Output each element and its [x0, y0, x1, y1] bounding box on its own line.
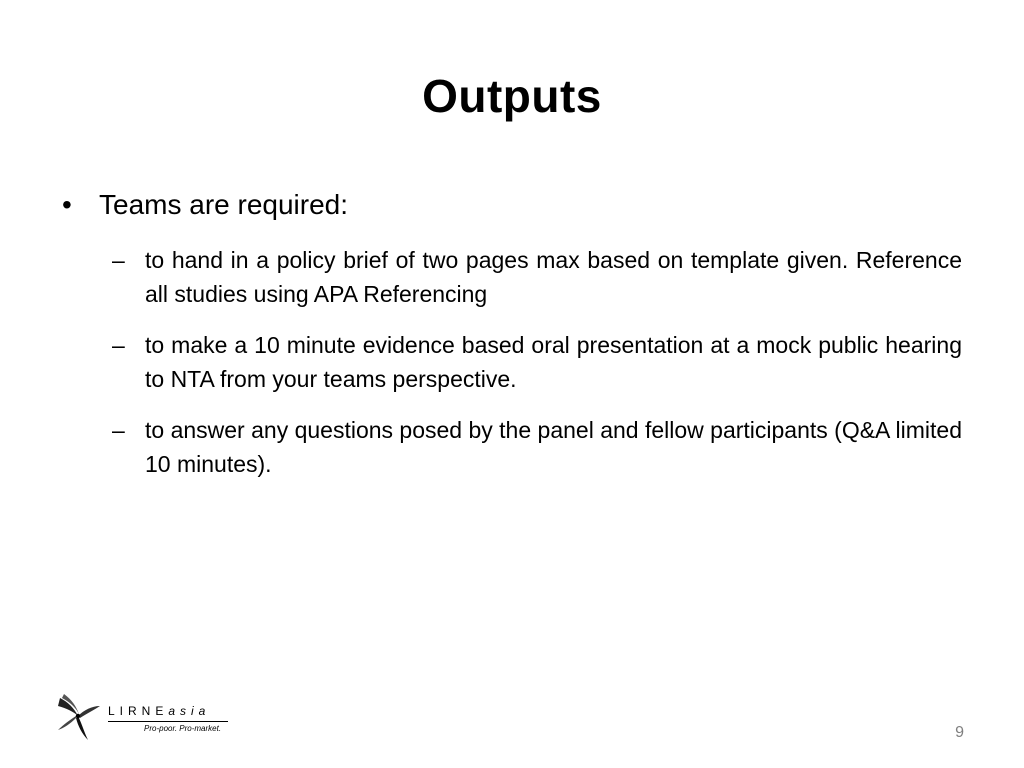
lirneasia-logo [54, 692, 234, 744]
sub-bullet-text: to answer any questions posed by the panel and fellow participants (Q&A limited 10 minutes). [145, 417, 962, 477]
slide-title: Outputs [422, 70, 602, 122]
sub-bullet-item [112, 328, 962, 396]
sub-bullet-text: to hand in a policy brief of two pages max based on template given. Reference all studies using APA Referencing [145, 247, 962, 307]
sub-bullet-text: to make a 10 minute evidence based oral presentation at a mock public hearing to NTA from your teams perspective. [145, 332, 962, 392]
bullet-marker: • [62, 189, 72, 220]
page-number: 9 [955, 724, 964, 741]
logo-wordmark [108, 704, 210, 718]
sub-bullet-marker: – [112, 417, 125, 443]
dragonfly-logo-icon [54, 692, 102, 742]
sub-bullet-marker: – [112, 332, 125, 358]
logo-divider [108, 721, 228, 722]
logo-tagline: Pro-poor. Pro-market. [144, 724, 222, 733]
logo-name-main: LIRNE [108, 704, 169, 718]
sub-bullet-list [112, 243, 962, 498]
sub-bullet-item [112, 243, 962, 311]
logo-name-suffix: asia [168, 704, 211, 718]
sub-bullet-marker: – [112, 247, 125, 273]
bullet-text: Teams are required: [99, 189, 349, 220]
sub-bullet-item [112, 413, 962, 481]
